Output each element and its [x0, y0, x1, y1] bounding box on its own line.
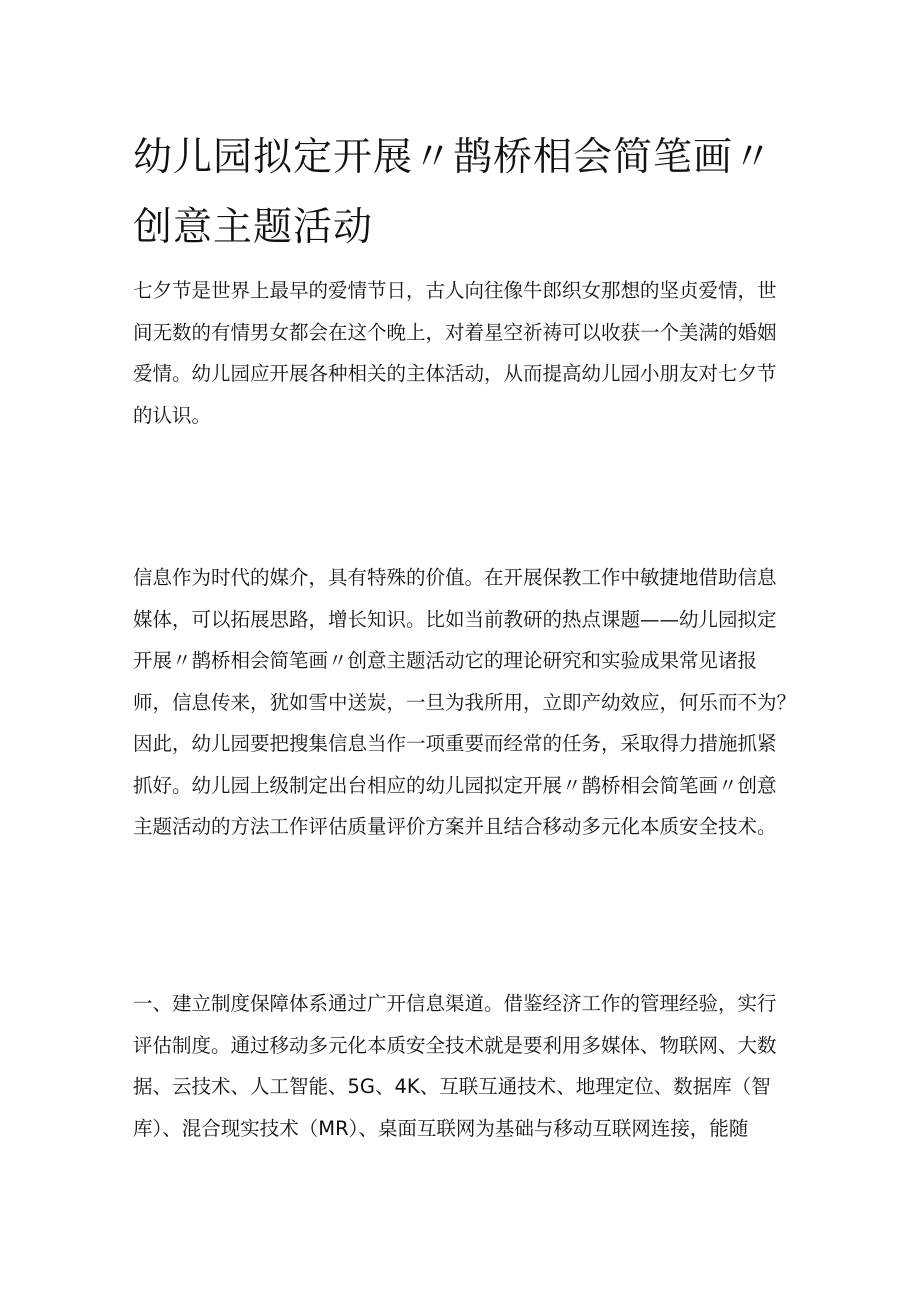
text-line: 开展〃鹊桥相会简笔画〃创意主题活动它的理论研究和实验成果常见诸报 [133, 649, 758, 672]
text-line: 爱情。幼儿园应开展各种相关的主体活动，从而提高幼儿园小朋友对七夕节 [133, 362, 777, 385]
text-line: 的认识。 [133, 403, 212, 427]
paragraph-section-one [133, 983, 798, 1149]
text-line: 库）、混合现实技术（MR）、桌面互联网为基础与移动互联网连接，能随 [133, 1116, 749, 1140]
text-line: 因此，幼儿园要把搜集信息当作一项重要而经常的任务，采取得力措施抓紧 [133, 732, 777, 755]
text-line: 师，信息传来，犹如雪中送炭，一旦为我所用，立即产幼效应，何乐而不为？ [133, 690, 797, 714]
text-line: 评估制度。通过移动多元化本质安全技术就是要利用多媒体、物联网、大数 [133, 1033, 777, 1057]
document-title [133, 123, 813, 263]
text-line: 主题活动的方法工作评估质量评价方案并且结合移动多元化本质安全技术。 [133, 815, 777, 838]
text-line: 媒体，可以拓展思路，增长知识。比如当前教研的热点课题——幼儿园拟定 [133, 607, 777, 631]
paragraph-intro [133, 270, 798, 436]
title-line-1: 幼儿园拟定开展〃鹊桥相会简笔画〃 [133, 135, 774, 180]
text-line: 信息作为时代的媒介，具有特殊的价值。在开展保教工作中敏捷地借助信息 [133, 566, 777, 589]
text-line: 七夕节是世界上最早的爱情节日，古人向往像牛郎织女那想的坚贞爱情，世 [133, 279, 777, 302]
paragraph-information [133, 557, 798, 848]
text-line: 一、建立制度保障体系通过广开信息渠道。借鉴经济工作的管理经验，实行 [133, 992, 777, 1015]
text-line: 间无数的有情男女都会在这个晚上，对着星空祈祷可以收获一个美满的婚姻 [133, 320, 777, 344]
text-line: 抓好。幼儿园上级制定出台相应的幼儿园拟定开展〃鹊桥相会简笔画〃创意 [133, 773, 777, 797]
text-line: 据、云技术、人工智能、5G、4K、互联互通技术、地理定位、数据库（智 [133, 1075, 771, 1098]
title-line-2: 创意主题活动 [133, 205, 374, 250]
